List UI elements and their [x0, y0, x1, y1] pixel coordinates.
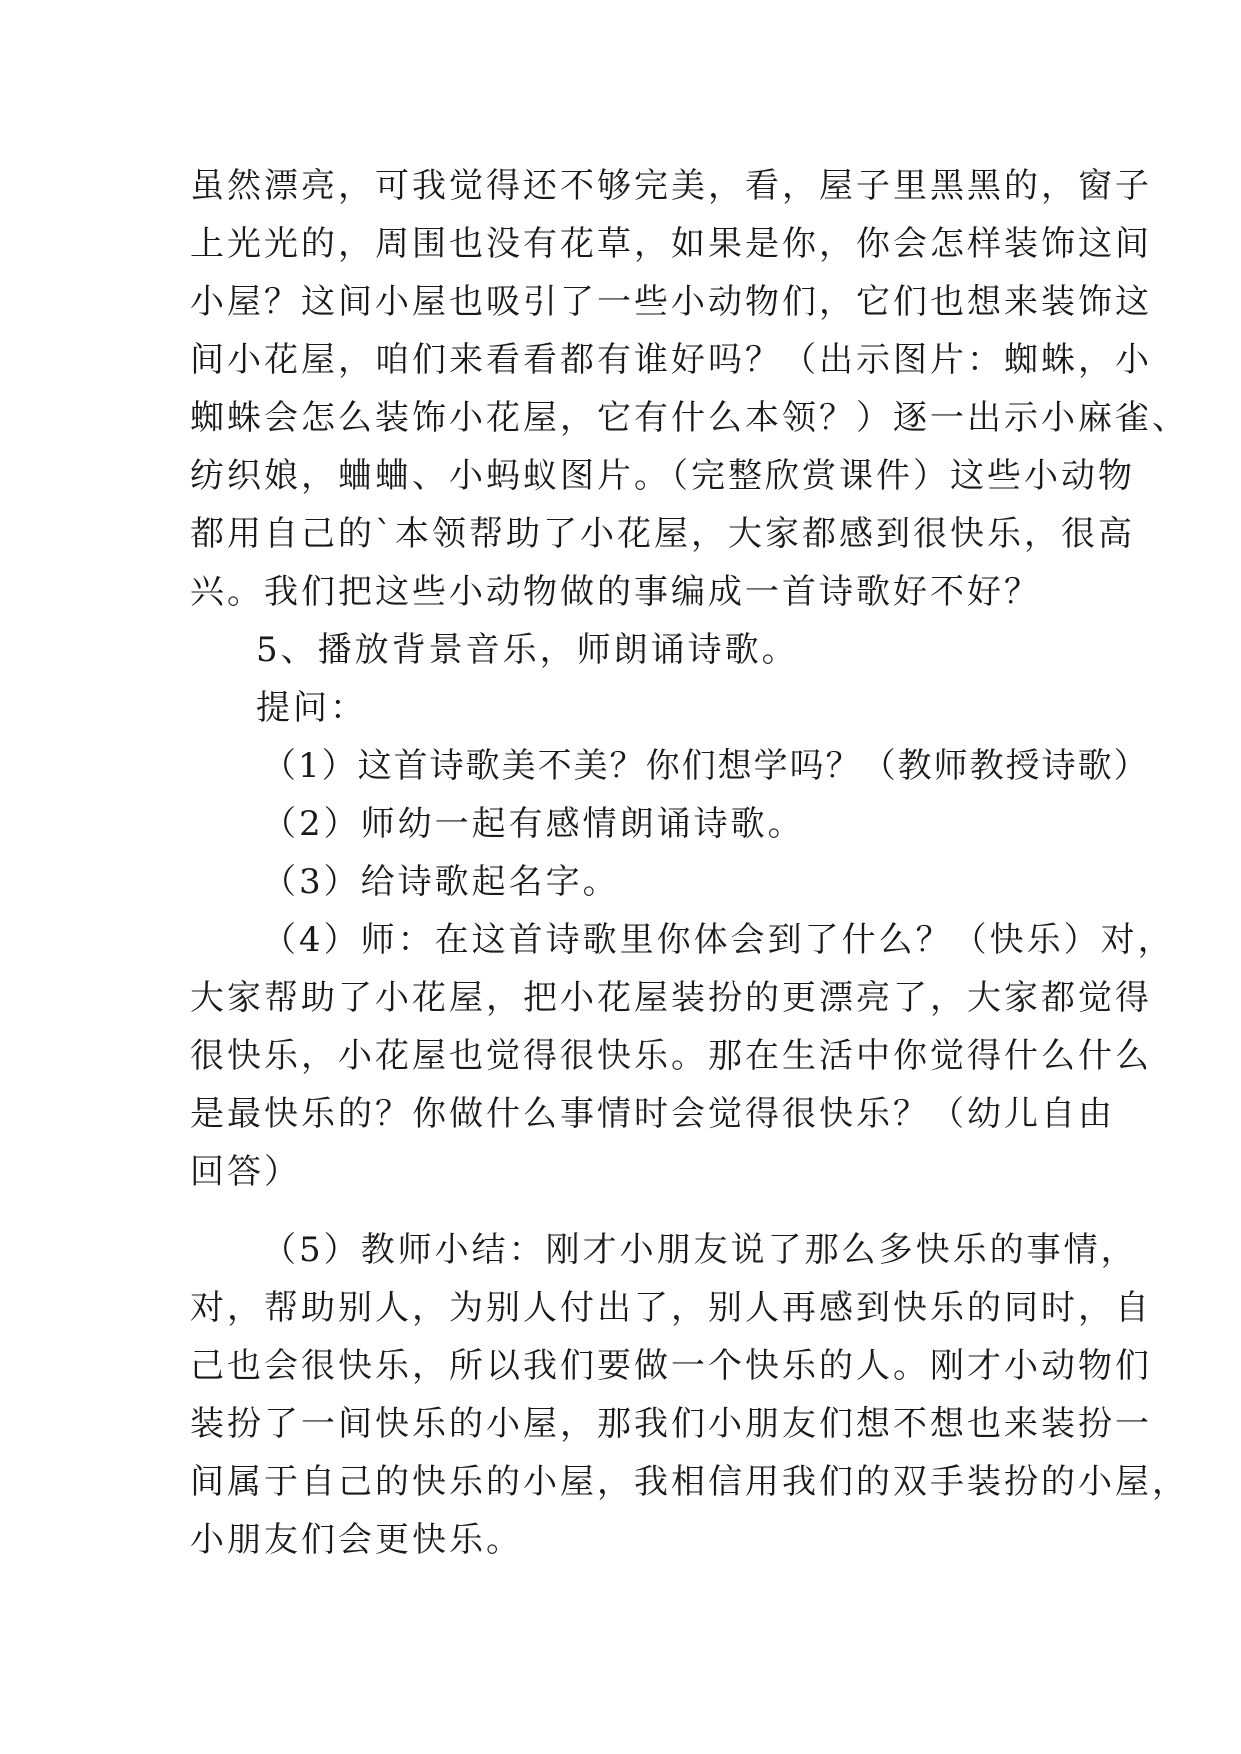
body-text-line: 装扮了一间快乐的小屋，那我们小朋友们想不想也来装扮一: [190, 1404, 1152, 1444]
body-text-line: 兴。我们把这些小动物做的事编成一首诗歌好不好？: [190, 572, 1041, 612]
body-text-line: 小朋友们会更快乐。: [190, 1520, 523, 1560]
body-text-line: 对，帮助别人，为别人付出了，别人再感到快乐的同时，自: [190, 1288, 1152, 1328]
body-text-line: 很快乐，小花屋也觉得很快乐。那在生活中你觉得什么什么: [190, 1036, 1152, 1076]
body-text-line: 上光光的，周围也没有花草，如果是你，你会怎样装饰这间: [190, 224, 1152, 264]
body-text-line: 间属于自己的快乐的小屋，我相信用我们的双手装扮的小屋，: [190, 1462, 1189, 1502]
question-item: （2）师幼一起有感情朗诵诗歌。: [262, 804, 805, 844]
question-heading: 提问：: [256, 688, 367, 728]
body-text-line: 己也会很快乐，所以我们要做一个快乐的人。刚才小动物们: [190, 1346, 1152, 1386]
body-text-line: 蜘蛛会怎么装饰小花屋，它有什么本领？）逐一出示小麻雀、: [190, 398, 1189, 438]
summary-item: （5）教师小结：刚才小朋友说了那么多快乐的事情，: [262, 1230, 1138, 1270]
body-text-line: 间小花屋，咱们来看看都有谁好吗？（出示图片：蜘蛛，小: [190, 340, 1152, 380]
question-item: （4）师：在这首诗歌里你体会到了什么？（快乐）对，: [262, 920, 1175, 960]
question-item: （1）这首诗歌美不美？你们想学吗？（教师教授诗歌）: [262, 746, 1150, 786]
body-text-line: 纺织娘，蛐蛐、小蚂蚁图片。（完整欣赏课件）这些小动物: [190, 456, 1135, 496]
question-item: （3）给诗歌起名字。: [262, 862, 620, 902]
body-text-line: 都用自己的`本领帮助了小花屋，大家都感到很快乐，很高: [190, 514, 1135, 554]
body-text-line: 小屋？这间小屋也吸引了一些小动物们，它们也想来装饰这: [190, 282, 1152, 322]
body-text-line: 虽然漂亮，可我觉得还不够完美，看，屋子里黑黑的，窗子: [190, 166, 1152, 206]
step-heading: 5、播放背景音乐，师朗诵诗歌。: [256, 630, 799, 670]
body-text-line: 大家帮助了小花屋，把小花屋装扮的更漂亮了，大家都觉得: [190, 978, 1152, 1018]
body-text-line: 回答）: [190, 1152, 301, 1192]
body-text-line: 是最快乐的？你做什么事情时会觉得很快乐？（幼儿自由: [190, 1094, 1115, 1134]
